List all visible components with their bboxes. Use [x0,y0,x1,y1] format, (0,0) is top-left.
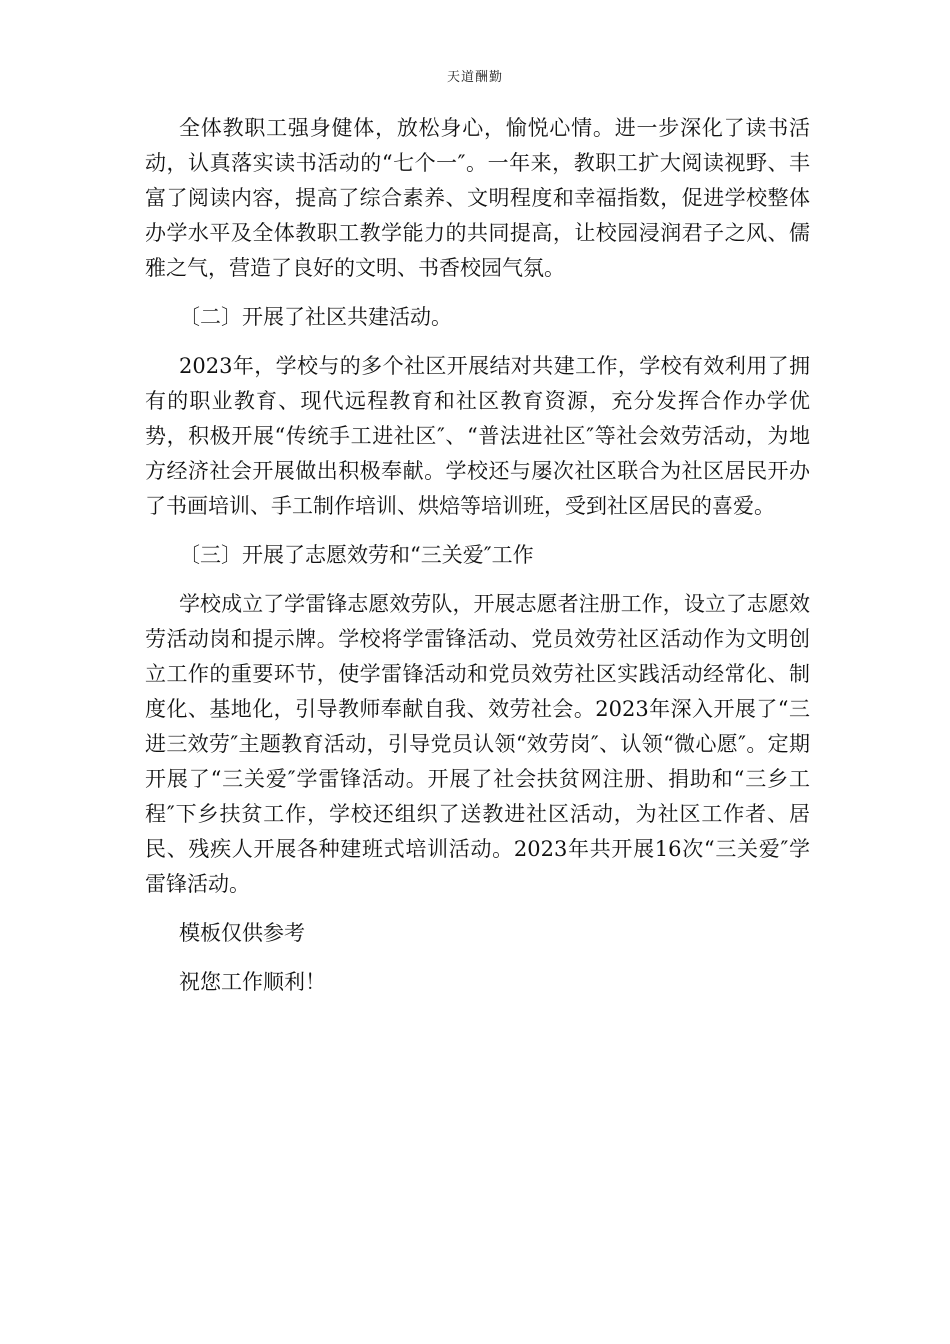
section-heading-community: 〔二〕开展了社区共建活动。 [179,305,452,329]
closing-template-note: 模板仅供参考 [179,921,305,945]
page-header: 天道酬勤 [446,70,503,85]
section-heading-volunteer: 〔三〕开展了志愿效劳和“三关爱″工作 [179,543,534,567]
paragraph-volunteer-service: 学校成立了学雷锋志愿效劳队，开展志愿者注册工作，设立了志愿效劳活动岗和提示牌。学校将学雷锋活动、党员效劳社区活动作为文明创立工作的重要环节，使学雷锋活动和党员效劳社区实践活动经常化、制度化、基地化，引导教师奉献自我、效劳社会。2023年深入开展了“三进三效劳″主题教育活动，引导党员认领“效劳岗″、认领“微心愿″。定期开展了“三关爱″学雷锋活动。开展了社会扶贫网注册、捐助和“三乡工程″下乡扶贫工作，学校还组织了送教进社区活动，为社区工作者、居民、残疾人开展各种建班式培训活动。2023年共开展16次“三关爱″学雷锋活动。 [145,592,810,896]
paragraph-community-building: 2023年，学校与的多个社区开展结对共建工作，学校有效利用了拥有的职业教育、现代远程教育和社区教育资源，充分发挥合作办学优势，积极开展“传统手工进社区″、“普法进社区″等社会效劳活动，为地方经济社会开展做出积极奉献。学校还与屡次社区联合为社区居民开办了书画培训、手工制作培训、烘焙等培训班，受到社区居民的喜爱。 [145,354,810,518]
closing-wish: 祝您工作顺利！ [179,970,326,994]
paragraph-reading-activities: 全体教职工强身健体，放松身心，愉悦心情。进一步深化了读书活动，认真落实读书活动的“七个一″。一年来，教职工扩大阅读视野、丰富了阅读内容，提高了综合素养、文明程度和幸福指数，促进学校整体办学水平及全体教职工教学能力的共同提高，让校园浸润君子之风、儒雅之气，营造了良好的文明、书香校园气氛。 [145,116,810,280]
document-body [145,111,810,1000]
